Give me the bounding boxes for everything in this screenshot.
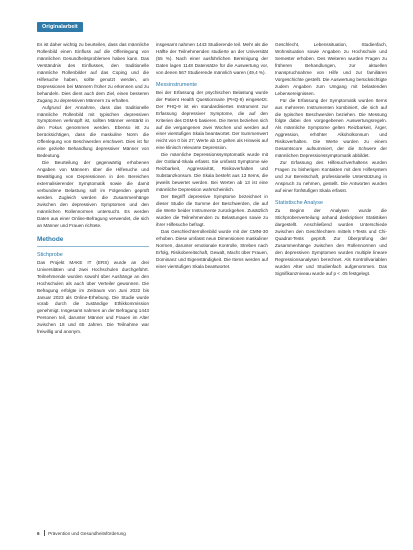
paragraph: Bei der Erfassung der psychischen Belastung wurde der Patient Health Questionnaire (PHQ-9) eingesetzt. Der PHQ-9 ist ein standardisiertes Instrument zur Erfassung depressiver Symptome, die auf den Kriterien des DSM-5 basieren. Die Items beziehen sich auf die vergangenen zwei Wochen und werden auf einer vierstufigen Skala beantwortet. Der Summenwert reicht von 0 bis 27; Werte ab 10 gelten als Hinweis auf eine klinisch relevante Depression. bbox=[156, 89, 268, 151]
column-2 bbox=[156, 42, 268, 524]
page-number: 6 bbox=[37, 530, 40, 536]
paragraph: Geschlecht, Lebenssituation, Studienfach, Wohnsituation sowie Angaben zu Hochschule und Semester erhoben. Des Weiteren wurden Fragen zu früheren Behandlungen, zur aktuellen Inanspruchnahme von Hilfe und zur familiären Vorgeschichte gestellt. Die Auswertung berücksichtigte zudem Angaben zum Umgang mit belastenden Lebensereignissen. bbox=[275, 42, 387, 96]
paragraph: Die Beurteilung der gegenwärtig erhobenen Angaben von Männern über die Hilfesuche und Bewältigung von Depressionen in den Bereichen externalisierender Symptomatik sowie die damit verbundene Belastung soll im Folgenden geprüft werden. Zugleich werden die Zusammenhänge zwischen den depressiven Symptomen und den männlichen Rollennormen untersucht. Es werden Daten aus einer Online-Befragung verwendet, die sich an Männer und Frauen richtete. bbox=[37, 160, 149, 228]
paragraph: Zu Beginn der Analysen wurde die Stichprobenverteilung anhand deskriptiver Statistiken dargestellt. Anschließend wurden Unterschiede zwischen den Geschlechtern mittels t-Tests und Chi-Quadrat-Tests geprüft. Zur Überprüfung der Zusammenhänge zwischen den Rollennormen und den depressiven Symptomen wurden multiple lineare Regressionsanalysen berechnet. Als Kontrollvariablen wurden Alter und Studienfach aufgenommen. Das Signifikanzniveau wurde auf p < .05 festgelegt. bbox=[275, 207, 387, 276]
subheading-statistische-analyse: Statistische Analyse bbox=[275, 199, 323, 206]
paragraph: Für die Erfassung der Symptomatik wurden Items aus mehreren Instrumenten kombiniert, die sich auf die typischen Beschwerden beziehen. Die Messung folgte dabei den vorgegebenen Auswertungsregeln. Als männliche Symptome gelten Reizbarkeit, Ärger, Aggression, erhöhter Alkoholkonsum und Risikoverhalten. Die Werte wurden zu einem Gesamtscore aufsummiert, der die Schwere der männlichen Depressionssymptomatik abbildet. bbox=[275, 97, 387, 159]
subheading-stichprobe: Stichprobe bbox=[37, 251, 63, 258]
paragraph: Die männliche Depressionssymptomatik wurde mit der Gotland-Skala erfasst. Sie umfasst Symptome wie Reizbarkeit, Aggressivität, Risikoverhalten und Substanzkonsum. Die Skala besteht aus 13 Items, die jeweils bewertet werden. Bei Werten ab 13 ist eine männliche Depression wahrscheinlich. bbox=[156, 152, 268, 193]
paragraph: Das Geschlechterrollenbild wurde mit der CMNI-30 erhoben. Diese umfasst neun Dimensionen maskuliner Normen, darunter emotionale Kontrolle, Streben nach Erfolg, Risikobereitschaft, Gewalt, Macht über Frauen, Dominanz und Eigenständigkeit. Die Items werden auf einer vierstufigen Skala beantwortet. bbox=[156, 228, 268, 269]
paragraph: Der Begriff depressive Symptome bezeichnet in dieser Studie die Summe der Beschwerden, die auf die Werte beider Instrumente zurückgehen. Zusätzlich wurden die Teilnehmenden zu Belastungen sowie zu ihrer Hilfesuche befragt. bbox=[156, 194, 268, 227]
subheading-messinstrumente: Messinstrumente bbox=[156, 81, 198, 88]
heading-rule bbox=[37, 246, 149, 247]
paragraph: Das Projekt MAKE IT (ERS) wurde an drei Universitäten und zwei Hochschulen durchgeführt. Teilnehmende wurden sowohl über Aushänge an den Hochschulen als auch über Verteiler gewonnen. Die Befragung erfolgte im Zeitraum von Juni 2022 bis Januar 2023 als Online-Erhebung. Die Studie wurde vorab durch die zuständige Ethikkommission genehmigt. Insgesamt nahmen an der Befragung 1443 Personen teil, darunter Männer und Frauen im Alter zwischen 18 und 65 Jahren. Die Teilnahme war freiwillig und anonym. bbox=[37, 259, 149, 335]
paragraph: insgesamt nahmen 1443 Studierende teil. Mehr als die Hälfte der Teilnehmenden studierte an der Universität (55 %). Nach einer ausführlichen Bereinigung der Daten lagen 1148 Datensätze für die Auswertung vor, von denen 567 Studierende männlich waren (49,4 %). bbox=[156, 42, 268, 75]
page-footer bbox=[37, 530, 126, 536]
column-1 bbox=[37, 42, 149, 524]
footer-divider bbox=[44, 530, 45, 536]
paragraph: Zur Erfassung des Hilfesuchverhaltens wurden Fragen zu bisherigen Kontakten mit dem Hilfesystem und zur Bereitschaft, professionelle Unterstützung in Anspruch zu nehmen, gestellt. Die Antworten wurden auf einer fünfstufigen Skala erfasst. bbox=[275, 160, 387, 194]
journal-name: Prävention und Gesundheitsförderung bbox=[48, 530, 126, 536]
heading-methode: Methode bbox=[37, 235, 64, 243]
section-tag: Originalarbeit bbox=[37, 22, 83, 32]
column-3 bbox=[275, 42, 387, 524]
paragraph: Es ist daher wichtig zu beurteilen, dass das männliche Rollenbild einen Einfluss auf die Offenlegung von männlichen Gesundheitsproblemen haben kann. Das Verständnis des Einflusses, den traditionelle männliche Rollenbilder auf das Coping und die Hilfesuche haben, sollte genutzt werden, um Depressionen bei Männern früher zu erkennen und zu behandeln. Dies dient auch dem Ziel, einen besseren Zugang zu depressiven Männern zu erhalten. bbox=[37, 42, 149, 103]
article-body bbox=[37, 42, 386, 524]
paragraph: Aufgrund der Annahme, dass das traditionelle männliche Rollenbild mit typischen depressiven Symptomen verknüpft ist, sollten Männer verstärkt in den Fokus genommen werden. Ebenso ist zu berücksichtigen, dass die maskuline Norm die Offenlegung von Beschwerden erschwert. Dies ist für eine gezielte Behandlung depressiver Männer von Bedeutung. bbox=[37, 104, 149, 159]
